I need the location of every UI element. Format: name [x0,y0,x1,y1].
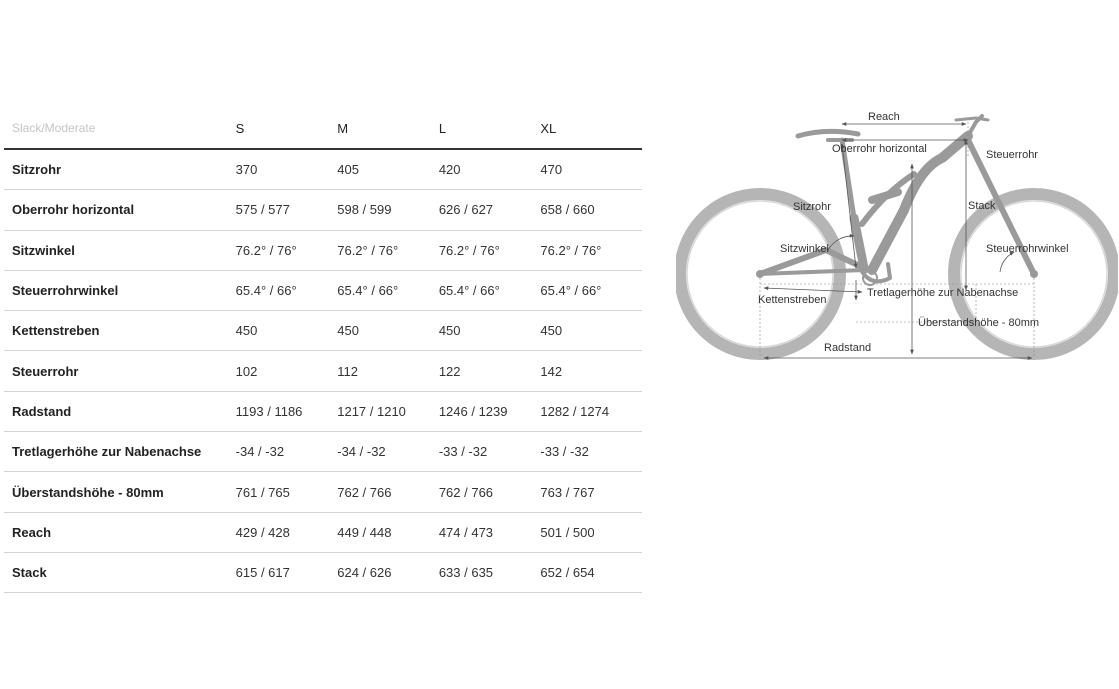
row-label: Überstandshöhe - 80mm [4,472,236,512]
geometry-table [4,108,642,593]
row-label: Sitzwinkel [4,230,236,270]
row-value-l: 762 / 766 [439,472,541,512]
row-value-s: 615 / 617 [236,552,338,592]
row-value-m: 450 [337,311,439,351]
row-value-xl: 76.2° / 76° [540,230,642,270]
label-stack: Stack [968,200,996,212]
table-header-row [4,108,642,149]
row-label: Stack [4,552,236,592]
size-header-xl: XL [540,108,642,149]
row-value-m: 762 / 766 [337,472,439,512]
table-body [4,149,642,593]
label-tretlagerhoehe: Tretlagerhöhe zur Nabenachse [867,287,1019,299]
row-value-xl: 142 [540,351,642,391]
row-value-xl: 763 / 767 [540,472,642,512]
row-value-m: 449 / 448 [337,512,439,552]
table-row [4,552,642,592]
row-label: Oberrohr horizontal [4,190,236,230]
row-value-s: 761 / 765 [236,472,338,512]
size-header-l: L [439,108,541,149]
row-value-m: 598 / 599 [337,190,439,230]
table-row [4,190,642,230]
row-label: Reach [4,512,236,552]
row-value-l: 65.4° / 66° [439,270,541,310]
label-sitzwinkel: Sitzwinkel [780,243,829,255]
row-value-m: 1217 / 1210 [337,391,439,431]
row-value-m: 112 [337,351,439,391]
row-value-m: 624 / 626 [337,552,439,592]
table-row [4,270,642,310]
table-row [4,230,642,270]
row-label: Radstand [4,391,236,431]
row-value-xl: 652 / 654 [540,552,642,592]
row-value-xl: 450 [540,311,642,351]
size-header-s: S [236,108,338,149]
row-value-s: 76.2° / 76° [236,230,338,270]
row-label: Tretlagerhöhe zur Nabenachse [4,432,236,472]
row-value-l: 76.2° / 76° [439,230,541,270]
row-value-xl: 65.4° / 66° [540,270,642,310]
row-value-xl: -33 / -32 [540,432,642,472]
label-kettenstreben: Kettenstreben [758,294,827,306]
label-steuerrohr: Steuerrohr [986,149,1038,161]
label-ueberstandshoehe: Überstandshöhe - 80mm [918,317,1040,329]
row-value-s: 65.4° / 66° [236,270,338,310]
label-radstand: Radstand [824,342,872,354]
row-label: Sitzrohr [4,149,236,190]
row-value-m: -34 / -32 [337,432,439,472]
row-value-l: 633 / 635 [439,552,541,592]
table-row [4,149,642,190]
table-row [4,472,642,512]
row-value-s: 429 / 428 [236,512,338,552]
row-label: Steuerrohrwinkel [4,270,236,310]
table-corner-label: Slack/Moderate [4,108,236,149]
row-label: Kettenstreben [4,311,236,351]
row-value-m: 405 [337,149,439,190]
row-value-l: 1246 / 1239 [439,391,541,431]
row-value-l: 474 / 473 [439,512,541,552]
table-row [4,391,642,431]
row-value-l: 450 [439,311,541,351]
row-label: Steuerrohr [4,351,236,391]
label-reach: Reach [868,111,900,123]
row-value-m: 76.2° / 76° [337,230,439,270]
row-value-s: 1193 / 1186 [236,391,338,431]
row-value-s: 370 [236,149,338,190]
table-row [4,351,642,391]
row-value-s: 575 / 577 [236,190,338,230]
row-value-s: -34 / -32 [236,432,338,472]
row-value-s: 450 [236,311,338,351]
row-value-xl: 470 [540,149,642,190]
label-oberrohr-horizontal: Oberrohr horizontal [832,143,927,155]
row-value-m: 65.4° / 66° [337,270,439,310]
table-row [4,432,642,472]
row-value-xl: 1282 / 1274 [540,391,642,431]
bike-geometry-diagram [676,100,1118,370]
table-row [4,311,642,351]
row-value-l: -33 / -32 [439,432,541,472]
size-header-m: M [337,108,439,149]
table-row [4,512,642,552]
row-value-s: 102 [236,351,338,391]
row-value-l: 420 [439,149,541,190]
row-value-xl: 658 / 660 [540,190,642,230]
row-value-l: 626 / 627 [439,190,541,230]
row-value-xl: 501 / 500 [540,512,642,552]
label-steuerrohrwinkel: Steuerrohrwinkel [986,243,1069,255]
row-value-l: 122 [439,351,541,391]
label-sitzrohr: Sitzrohr [793,201,831,213]
